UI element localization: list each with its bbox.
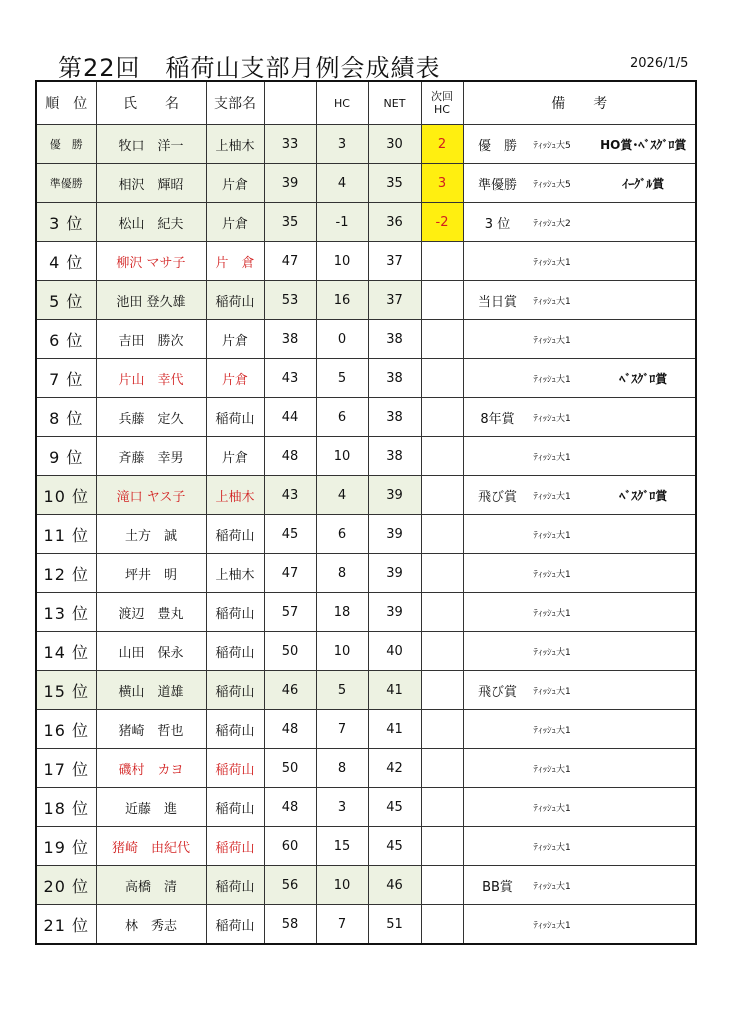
rank-cell: 21 位 <box>36 905 96 945</box>
remarks-cell <box>463 593 696 632</box>
tee-label: ﾃｨｯｼｭ大1 <box>533 920 571 931</box>
branch-cell: 片倉 <box>206 320 264 359</box>
tee-label: ﾃｨｯｼｭ大1 <box>533 725 571 736</box>
net-cell: 39 <box>368 515 421 554</box>
branch-cell: 稲荷山 <box>206 866 264 905</box>
gross-cell: 38 <box>264 320 316 359</box>
net-cell: 40 <box>368 632 421 671</box>
branch-cell: 片 倉 <box>206 242 264 281</box>
hc-cell: 7 <box>316 710 368 749</box>
next-hc-cell <box>421 476 463 515</box>
gross-cell: 43 <box>264 359 316 398</box>
table-row <box>36 632 696 671</box>
hc-cell: 7 <box>316 905 368 945</box>
next-hc-cell: 2 <box>421 125 463 164</box>
rank-cell: 17 位 <box>36 749 96 788</box>
gross-cell: 53 <box>264 281 316 320</box>
next-hc-cell <box>421 281 463 320</box>
table-row <box>36 476 696 515</box>
branch-cell: 片倉 <box>206 203 264 242</box>
remarks-cell <box>463 398 696 437</box>
gross-cell: 43 <box>264 476 316 515</box>
branch-cell: 稲荷山 <box>206 593 264 632</box>
next-hc-cell <box>421 437 463 476</box>
table-row <box>36 125 696 164</box>
table-row <box>36 242 696 281</box>
remarks-cell <box>463 242 696 281</box>
gross-cell: 48 <box>264 437 316 476</box>
branch-cell: 稲荷山 <box>206 710 264 749</box>
branch-cell: 上柚木 <box>206 554 264 593</box>
next-hc-cell <box>421 749 463 788</box>
table-row <box>36 320 696 359</box>
gross-cell: 45 <box>264 515 316 554</box>
table-row <box>36 788 696 827</box>
gross-cell: 46 <box>264 671 316 710</box>
rank-cell: 6 位 <box>36 320 96 359</box>
hc-cell: 10 <box>316 866 368 905</box>
net-cell: 39 <box>368 593 421 632</box>
gross-cell: 47 <box>264 242 316 281</box>
gross-cell: 50 <box>264 632 316 671</box>
hc-cell: 0 <box>316 320 368 359</box>
hc-cell: 10 <box>316 632 368 671</box>
name-cell: 林 秀志 <box>96 905 206 945</box>
report-date: 2026/1/5 <box>630 56 689 71</box>
net-cell: 36 <box>368 203 421 242</box>
tee-label: ﾃｨｯｼｭ大1 <box>533 764 571 775</box>
prize-label: 8年賞 <box>480 411 515 427</box>
rank-cell: 14 位 <box>36 632 96 671</box>
rank-cell: 11 位 <box>36 515 96 554</box>
gross-cell: 47 <box>264 554 316 593</box>
remarks-cell <box>463 866 696 905</box>
rank-cell: 5 位 <box>36 281 96 320</box>
name-cell: 松山 紀夫 <box>96 203 206 242</box>
branch-cell: 上柚木 <box>206 125 264 164</box>
hc-cell: 8 <box>316 554 368 593</box>
branch-cell: 稲荷山 <box>206 281 264 320</box>
hc-cell: 6 <box>316 398 368 437</box>
net-cell: 46 <box>368 866 421 905</box>
tee-label: ﾃｨｯｼｭ大1 <box>533 452 571 463</box>
hc-cell: -1 <box>316 203 368 242</box>
name-cell: 山田 保永 <box>96 632 206 671</box>
table-row <box>36 281 696 320</box>
next-hc-cell <box>421 359 463 398</box>
name-cell: 土方 誠 <box>96 515 206 554</box>
remarks-cell <box>463 827 696 866</box>
name-cell: 坪井 明 <box>96 554 206 593</box>
name-cell: 横山 道雄 <box>96 671 206 710</box>
remarks-cell <box>463 320 696 359</box>
name-cell: 猪崎 哲也 <box>96 710 206 749</box>
tee-label: ﾃｨｯｼｭ大1 <box>533 569 571 580</box>
net-cell: 45 <box>368 788 421 827</box>
net-cell: 38 <box>368 398 421 437</box>
name-cell: 近藤 進 <box>96 788 206 827</box>
branch-cell: 片倉 <box>206 437 264 476</box>
rank-cell: 4 位 <box>36 242 96 281</box>
table-row <box>36 905 696 945</box>
hc-cell: 18 <box>316 593 368 632</box>
prize-label: 飛び賞 <box>477 489 517 505</box>
header-branch: 支部名 <box>206 81 264 125</box>
next-hc-cell: -2 <box>421 203 463 242</box>
net-cell: 30 <box>368 125 421 164</box>
hc-cell: 8 <box>316 749 368 788</box>
next-hc-cell <box>421 710 463 749</box>
header-row <box>36 81 696 125</box>
header-rank: 順 位 <box>36 81 96 125</box>
tee-label: ﾃｨｯｼｭ大1 <box>533 530 571 541</box>
prize-label: 当日賞 <box>477 294 517 310</box>
rank-cell: 10 位 <box>36 476 96 515</box>
name-cell: 斉藤 幸男 <box>96 437 206 476</box>
next-hc-cell <box>421 398 463 437</box>
tee-label: ﾃｨｯｼｭ大1 <box>533 686 571 697</box>
next-hc-cell <box>421 905 463 945</box>
next-hc-cell <box>421 554 463 593</box>
hc-cell: 3 <box>316 125 368 164</box>
remarks-cell <box>463 671 696 710</box>
next-hc-cell <box>421 632 463 671</box>
branch-cell: 稲荷山 <box>206 788 264 827</box>
rank-cell: 準優勝 <box>36 164 96 203</box>
tee-label: ﾃｨｯｼｭ大1 <box>533 491 571 502</box>
results-table <box>35 80 697 945</box>
name-cell: 吉田 勝次 <box>96 320 206 359</box>
prize-label: 3 位 <box>484 216 511 232</box>
name-cell: 池田 登久雄 <box>96 281 206 320</box>
name-cell: 高橋 清 <box>96 866 206 905</box>
net-cell: 41 <box>368 671 421 710</box>
branch-cell: 片倉 <box>206 359 264 398</box>
next-hc-cell <box>421 593 463 632</box>
rank-cell: 12 位 <box>36 554 96 593</box>
page-title: 第22回 稲荷山支部月例会成績表 <box>58 54 441 82</box>
name-cell: 牧口 洋一 <box>96 125 206 164</box>
tee-label: ﾃｨｯｼｭ大1 <box>533 803 571 814</box>
rank-cell: 15 位 <box>36 671 96 710</box>
header-name: 氏 名 <box>96 81 206 125</box>
tee-label: ﾃｨｯｼｭ大1 <box>533 257 571 268</box>
name-cell: 片山 幸代 <box>96 359 206 398</box>
remarks-cell <box>463 905 696 945</box>
header-next-hc-text: 次回 HC <box>431 90 453 116</box>
net-cell: 41 <box>368 710 421 749</box>
net-cell: 39 <box>368 554 421 593</box>
name-cell: 渡辺 豊丸 <box>96 593 206 632</box>
tee-label: ﾃｨｯｼｭ大1 <box>533 335 571 346</box>
table-row <box>36 593 696 632</box>
next-hc-cell <box>421 866 463 905</box>
header-next-hc <box>421 81 463 125</box>
net-cell: 38 <box>368 437 421 476</box>
rank-cell: 16 位 <box>36 710 96 749</box>
tee-label: ﾃｨｯｼｭ大1 <box>533 842 571 853</box>
prize-label: 優 勝 <box>477 138 517 154</box>
name-cell: 猪崎 由紀代 <box>96 827 206 866</box>
remarks-cell <box>463 164 696 203</box>
table-row <box>36 749 696 788</box>
table-row <box>36 437 696 476</box>
next-hc-cell <box>421 242 463 281</box>
table-row <box>36 866 696 905</box>
hc-cell: 3 <box>316 788 368 827</box>
branch-cell: 上柚木 <box>206 476 264 515</box>
net-cell: 51 <box>368 905 421 945</box>
net-cell: 35 <box>368 164 421 203</box>
tee-label: ﾃｨｯｼｭ大1 <box>533 374 571 385</box>
hc-cell: 4 <box>316 164 368 203</box>
net-cell: 39 <box>368 476 421 515</box>
header-hc: HC <box>316 81 368 125</box>
gross-cell: 44 <box>264 398 316 437</box>
tee-label: ﾃｨｯｼｭ大1 <box>533 881 571 892</box>
gross-cell: 50 <box>264 749 316 788</box>
net-cell: 37 <box>368 281 421 320</box>
rank-cell: 8 位 <box>36 398 96 437</box>
branch-cell: 片倉 <box>206 164 264 203</box>
net-cell: 38 <box>368 320 421 359</box>
prize-label: 飛び賞 <box>477 684 517 700</box>
hc-cell: 16 <box>316 281 368 320</box>
net-cell: 38 <box>368 359 421 398</box>
gross-cell: 56 <box>264 866 316 905</box>
next-hc-cell <box>421 515 463 554</box>
hc-cell: 10 <box>316 437 368 476</box>
remarks-cell <box>463 710 696 749</box>
remarks-cell <box>463 515 696 554</box>
next-hc-cell: 3 <box>421 164 463 203</box>
hc-cell: 4 <box>316 476 368 515</box>
name-cell: 柳沢 マサ子 <box>96 242 206 281</box>
table-row <box>36 827 696 866</box>
gross-cell: 60 <box>264 827 316 866</box>
tee-label: ﾃｨｯｼｭ大2 <box>533 218 571 229</box>
gross-cell: 48 <box>264 710 316 749</box>
hc-cell: 15 <box>316 827 368 866</box>
remarks-cell <box>463 632 696 671</box>
name-cell: 磯村 カヨ <box>96 749 206 788</box>
branch-cell: 稲荷山 <box>206 515 264 554</box>
table-row <box>36 164 696 203</box>
rank-cell: 3 位 <box>36 203 96 242</box>
branch-cell: 稲荷山 <box>206 632 264 671</box>
table-row <box>36 671 696 710</box>
hc-cell: 5 <box>316 671 368 710</box>
next-hc-cell <box>421 320 463 359</box>
tee-label: ﾃｨｯｼｭ大1 <box>533 413 571 424</box>
tee-label: ﾃｨｯｼｭ大1 <box>533 608 571 619</box>
tee-label: ﾃｨｯｼｭ大5 <box>533 179 571 190</box>
table-row <box>36 515 696 554</box>
remarks-cell <box>463 359 696 398</box>
rank-cell: 9 位 <box>36 437 96 476</box>
remarks-cell <box>463 125 696 164</box>
rank-cell: 19 位 <box>36 827 96 866</box>
extra-award: ﾍﾞｽｸﾞﾛ賞 <box>619 488 668 503</box>
gross-cell: 33 <box>264 125 316 164</box>
rank-cell: 18 位 <box>36 788 96 827</box>
hc-cell: 10 <box>316 242 368 281</box>
branch-cell: 稲荷山 <box>206 905 264 945</box>
table-row <box>36 359 696 398</box>
remarks-cell <box>463 281 696 320</box>
net-cell: 45 <box>368 827 421 866</box>
net-cell: 42 <box>368 749 421 788</box>
branch-cell: 稲荷山 <box>206 398 264 437</box>
header-gross <box>264 81 316 125</box>
branch-cell: 稲荷山 <box>206 827 264 866</box>
next-hc-cell <box>421 671 463 710</box>
remarks-cell <box>463 749 696 788</box>
gross-cell: 35 <box>264 203 316 242</box>
header-remarks: 備 考 <box>463 81 696 125</box>
remarks-cell <box>463 203 696 242</box>
rank-cell: 20 位 <box>36 866 96 905</box>
branch-cell: 稲荷山 <box>206 749 264 788</box>
gross-cell: 57 <box>264 593 316 632</box>
extra-award: ﾍﾞｽｸﾞﾛ賞 <box>619 371 668 386</box>
hc-cell: 5 <box>316 359 368 398</box>
hc-cell: 6 <box>316 515 368 554</box>
remarks-cell <box>463 554 696 593</box>
header-net: NET <box>368 81 421 125</box>
next-hc-cell <box>421 788 463 827</box>
remarks-cell <box>463 788 696 827</box>
net-cell: 37 <box>368 242 421 281</box>
prize-label: 準優勝 <box>477 177 517 193</box>
gross-cell: 39 <box>264 164 316 203</box>
name-cell: 兵藤 定久 <box>96 398 206 437</box>
branch-cell: 稲荷山 <box>206 671 264 710</box>
extra-award: HO賞･ﾍﾞｽｸﾞﾛ賞 <box>600 137 687 152</box>
gross-cell: 58 <box>264 905 316 945</box>
rank-cell: 優 勝 <box>36 125 96 164</box>
tee-label: ﾃｨｯｼｭ大5 <box>533 140 571 151</box>
tee-label: ﾃｨｯｼｭ大1 <box>533 296 571 307</box>
next-hc-cell <box>421 827 463 866</box>
tee-label: ﾃｨｯｼｭ大1 <box>533 647 571 658</box>
table-row <box>36 710 696 749</box>
table-row <box>36 398 696 437</box>
gross-cell: 48 <box>264 788 316 827</box>
rank-cell: 13 位 <box>36 593 96 632</box>
name-cell: 滝口 ヤス子 <box>96 476 206 515</box>
name-cell: 相沢 輝昭 <box>96 164 206 203</box>
prize-label: BB賞 <box>482 879 513 895</box>
table-row <box>36 203 696 242</box>
rank-cell: 7 位 <box>36 359 96 398</box>
remarks-cell <box>463 437 696 476</box>
remarks-cell <box>463 476 696 515</box>
extra-award: ｲｰｸﾞﾙ賞 <box>622 176 665 191</box>
table-row <box>36 554 696 593</box>
